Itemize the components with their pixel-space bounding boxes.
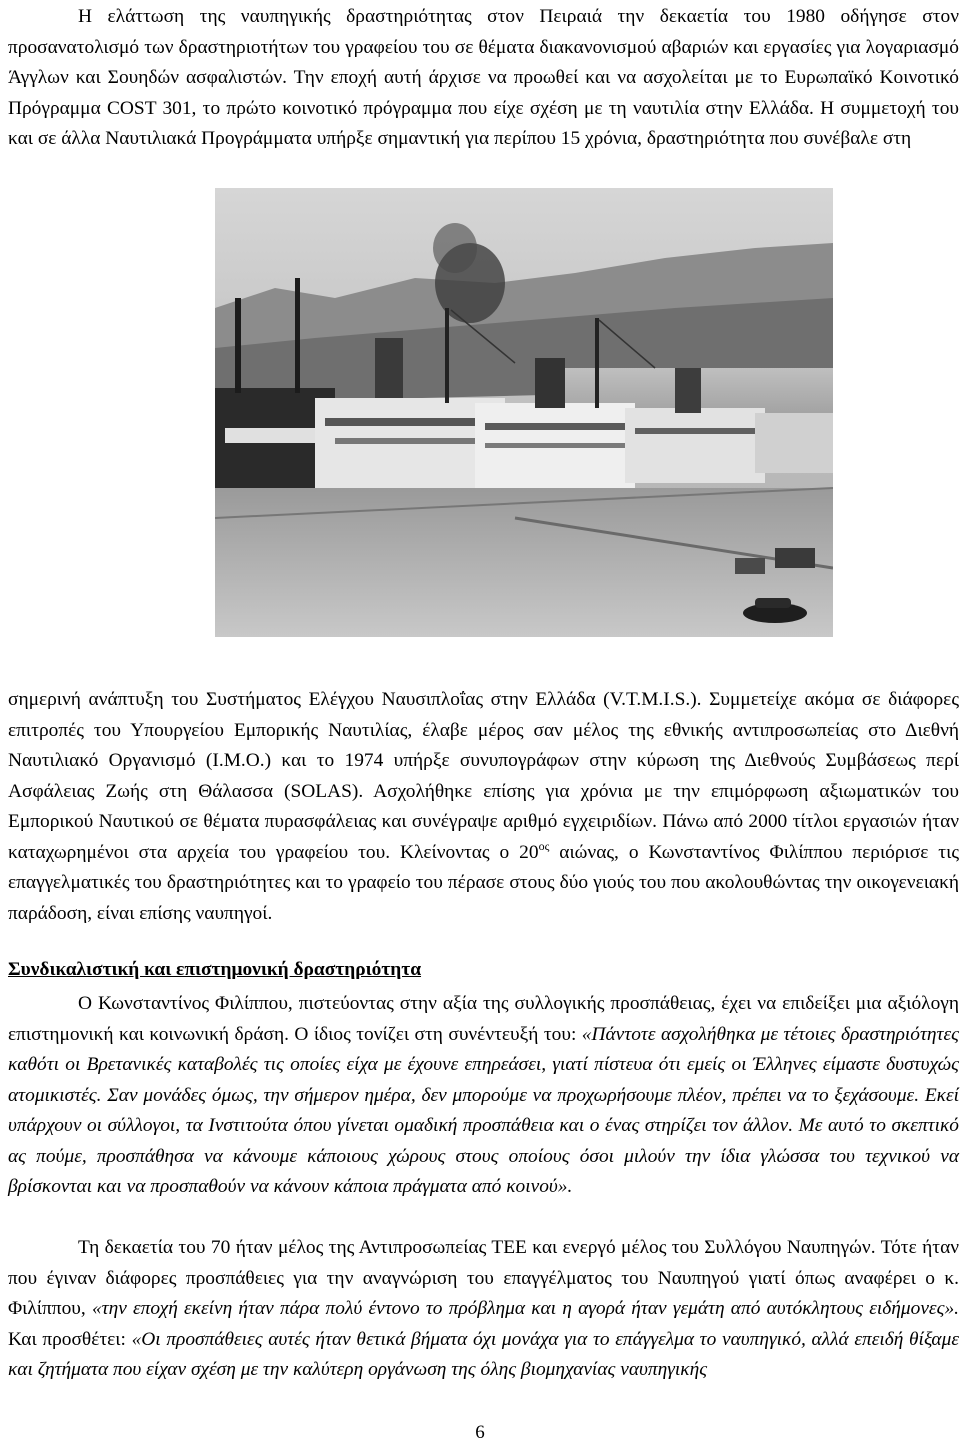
century-superscript: ος (538, 838, 550, 853)
harbor-photo-image (215, 188, 833, 637)
paragraph-union-text: Ο Κωνσταντίνος Φιλίππου, πιστεύοντας στην αξία της συλλογικής προσπάθειας, έχει να επιδείξει μια αξιόλογη επιστημονική και κοινωνική δράση. Ο ίδιος τονίζει στη συνέντευξή του: (8, 993, 959, 1045)
paragraph-intro (8, 2, 959, 155)
harbor-photo (215, 188, 833, 637)
paragraph-activities (8, 685, 959, 929)
paragraph-seventies-text-b: Και προσθέτει: (8, 1328, 132, 1350)
paragraph-activities-text-b: αιώνας, ο Κωνσταντίνος Φιλίππου περιόρισε τις επαγγελματικές του δραστηριότητες και το γραφείο του πέρασε στους δύο γιούς του που ακολουθώντας την οικογενειακή παράδοση, είναι επίσης ναυπηγοί. (8, 841, 959, 924)
quote-efforts: «Οι προσπάθειες αυτές ήταν θετικά βήματα όχι μονάχα για το επάγγελμα το ναυπηγικό, αλλά επειδή θίξαμε και ζητήματα που είχαν σχέση με την καλύτερη οργάνωση της όλης βιομηχανίας ναυπηγικής (8, 1328, 959, 1380)
interview-quote: «Πάντοτε ασχολήθηκα με τέτοιες δραστηριότητες καθότι οι Βρετανικές καταβολές τις οποίες είχα με έχουνε επηρεάσει, γιατί πίστευα ότι εμείς οι Έλληνες είμαστε δυστυχώς ατομικιστές. Σαν μονάδες όμως, την σήμερον ημέρα, δεν μπορούμε να προχωρήσουμε πλέον, πρέπει να το ξεχάσουμε. Εκεί υπάρχουν οι σύλλογοι, τα Ινστιτούτα όπου γίνεται ομαδική προσπάθεια και ο ένας στηρίζει τον άλλον. Με αυτό το σκεπτικό ας πούμε, προσπάθησα να κάνουμε κάποιους χώρους στους οποίους όσοι μιλούν την ίδια γλώσσα του τεχνικού να βρίσκονται και να προσπαθούν να κάνουν κάποια πράγματα από κοινού». (8, 1023, 959, 1197)
paragraph-activities-text-a: σημερινή ανάπτυξη του Συστήματος Ελέγχου Ναυσιπλοΐας στην Ελλάδα (V.T.M.I.S.). Συμμετείχε ακόμα σε διάφορες επιτροπές του Υπουργείου Εμπορικής Ναυτιλίας, έλαβε μέρος σαν μέλος της εθνικής αντιπροσωπείας στο Διεθνή Ναυτιλιακό Οργανισμό (Ι.Μ.Ο.) και το 1974 υπήρξε συνυπογράφων στην κύρωση της Διεθνούς Συμβάσεως περί Ασφάλειας Ζωής στη Θάλασσα (SOLAS). Ασχολήθηκε επίσης για χρόνια με την επιμόρφωση αξιωματικών του Εμπορικού Ναυτικού σε θέματα πυρασφάλειας και συνέγραψε αριθμό εγχειριδίων. Πάνω από 2000 τίτλοι εργασιών ήταν καταχωρημένοι στα αρχεία του γραφείου του. Κλείνοντας ο 20 (8, 689, 959, 863)
paragraph-seventies (8, 1233, 959, 1386)
quote-era: «την εποχή εκείνη ήταν πάρα πολύ έντονο το πρόβλημα και η αγορά ήταν γεμάτη από αυτόκλητους ειδήμονες». (91, 1298, 959, 1319)
paragraph-union (8, 989, 959, 1203)
paragraph-seventies-text-a: Τη δεκαετία του 70 ήταν μέλος της Αντιπροσωπείας ΤΕΕ και ενεργό μέλος του Συλλόγου Ναυπηγών. Τότε ήταν που έγιναν διάφορες προσπάθειες για την αναγνώριση του επαγγέλματος του Ναυπηγού γιατί όπως αναφέρει ο κ. Φιλίππου, (8, 1237, 959, 1319)
section-heading: Συνδικαλιστική και επιστημονική δραστηριότητα (8, 959, 422, 980)
paragraph-intro-text: Η ελάττωση της ναυπηγικής δραστηριότητας στον Πειραιά την δεκαετία του 1980 οδήγησε στον προσανατολισμό των δραστηριοτήτων του γραφείου του σε θέματα διακανονισμού αβαριών και εργασίες για λογαριασμό Άγγλων και Σουηδών ασφαλιστών. Την εποχή αυτή άρχισε να προωθεί και να ασχολείται με το Ευρωπαϊκό Κοινοτικό Πρόγραμμα COST 301, το πρώτο κοινοτικό πρόγραμμα που είχε σχέση με τη ναυτιλία στην Ελλάδα. Η συμμετοχή του και σε άλλα Ναυτιλιακά Προγράμματα υπήρξε σημαντική για περίπου 15 χρόνια, δραστηριότητα που συνέβαλε στη (8, 6, 959, 149)
page-number: 6 (475, 1422, 485, 1443)
